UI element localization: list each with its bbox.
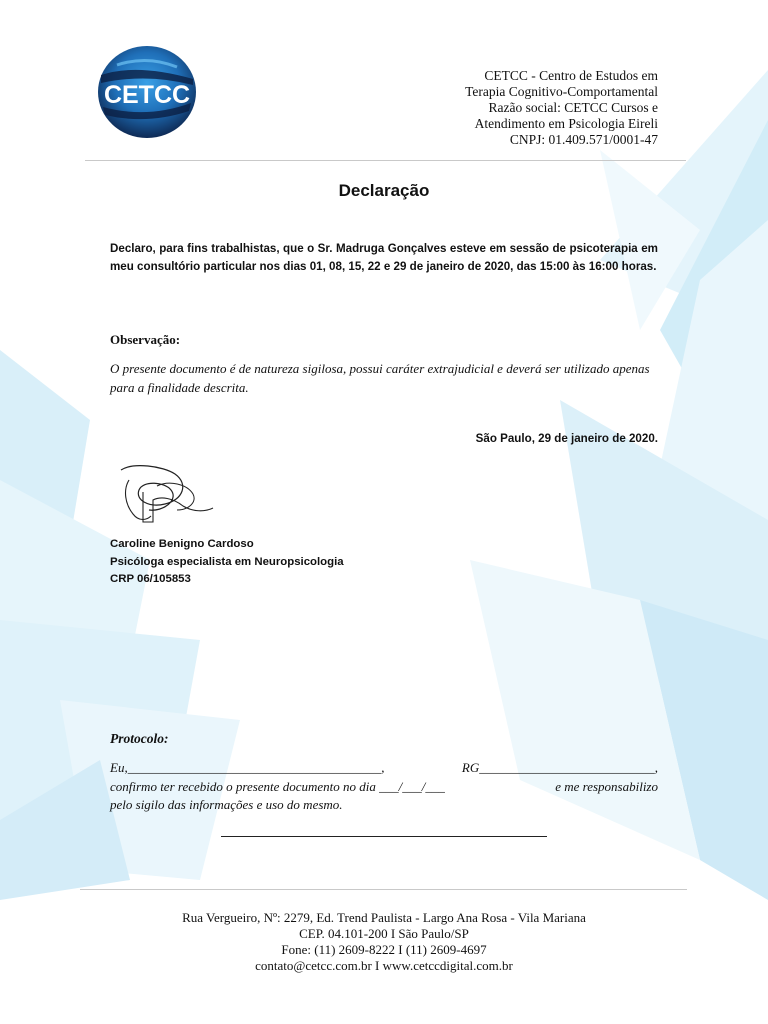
- header-divider: [85, 160, 686, 161]
- footer-line: CEP. 04.101-200 I São Paulo/SP: [299, 926, 469, 941]
- signer-role: Psicóloga especialista em Neuropsicologia: [110, 555, 344, 568]
- logo-text: CETCC: [103, 81, 191, 109]
- footer-divider: [80, 889, 687, 890]
- protocol-rg-field: RG___________________________,: [461, 760, 658, 775]
- org-line: Razão social: CETCC Cursos e: [488, 100, 658, 115]
- place-date: São Paulo, 29 de janeiro de 2020.: [475, 432, 658, 445]
- declaration-body: Declaro, para fins trabalhistas, que o Sr. Madruga Gonçalves esteve em sessão de psicoterapia em meu consultório particular nos dias 01, 08, 15, 22 e 29 de janeiro de 2020, das 15:00 às 16:00 horas.: [110, 242, 658, 273]
- protocol-heading: Protocolo:: [110, 731, 169, 746]
- protocol-name-field: Eu,_______________________________________,: [110, 760, 385, 775]
- org-line: CNPJ: 01.409.571/0001-47: [509, 132, 658, 147]
- signer-block: [110, 536, 344, 589]
- org-line: Atendimento em Psicologia Eireli: [474, 116, 658, 131]
- org-line: CETCC - Centro de Estudos em: [484, 68, 658, 83]
- observation-text: O presente documento é de natureza sigilosa, possui caráter extrajudicial e deverá ser utilizado apenas para a finalidade descrita.: [110, 361, 650, 395]
- footer-address: [0, 910, 768, 974]
- protocol-responsibility-text: e me responsabilizo: [555, 778, 658, 794]
- organization-info: [298, 68, 658, 148]
- signer-crp: CRP 06/105853: [110, 573, 191, 585]
- cetcc-logo: [97, 45, 197, 139]
- protocol-closing-text: pelo sigilo das informações e uso do mesmo.: [110, 797, 343, 812]
- protocol-text: [110, 759, 658, 815]
- protocol-date-field: confirmo ter recebido o presente documento no dia ___/___/___: [110, 778, 445, 794]
- observation-heading: Observação:: [110, 332, 181, 347]
- handwritten-signature: [113, 460, 223, 532]
- footer-line: contato@cetcc.com.br I www.cetccdigital.com.br: [255, 958, 513, 973]
- org-line: Terapia Cognitivo-Comportamental: [465, 84, 658, 99]
- signature-line: [221, 836, 547, 837]
- signer-name: Caroline Benigno Cardoso: [110, 538, 254, 550]
- footer-line: Rua Vergueiro, Nº: 2279, Ed. Trend Paulista - Largo Ana Rosa - Vila Mariana: [182, 910, 586, 925]
- document-title: Declaração: [338, 181, 430, 200]
- footer-line: Fone: (11) 2609-8222 I (11) 2609-4697: [281, 942, 487, 957]
